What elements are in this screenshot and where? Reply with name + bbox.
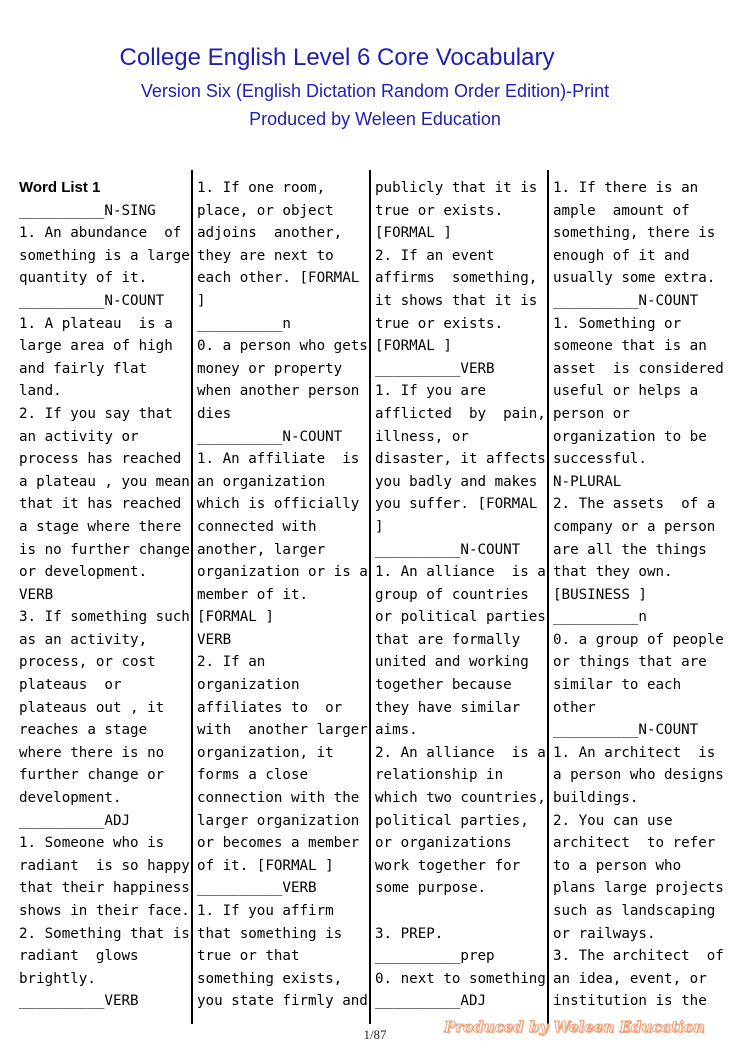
text-line: __________N-COUNT (375, 541, 521, 558)
text-line: asset is considered (553, 360, 724, 377)
text-line: __________ADJ (375, 993, 487, 1010)
text-line: 2. An alliance is a (375, 744, 546, 761)
text-line: you state firmly and (197, 993, 368, 1010)
text-line: organization (197, 677, 300, 694)
text-line: when another person (197, 383, 360, 400)
text-line: VERB (197, 631, 232, 648)
text-line: member of it. (197, 586, 309, 603)
text-line: 2. The assets of a (553, 496, 716, 513)
text-line: afflicted by pain, (375, 405, 546, 422)
text-line: some purpose. (375, 880, 487, 897)
text-line: a plateau , you mean (19, 473, 190, 490)
text-line: 1. If one room, (197, 180, 326, 196)
text-line: shows in their face. (19, 903, 190, 919)
text-line: place, or object (197, 202, 334, 219)
text-line: radiant glows (19, 948, 139, 965)
text-line: 1. An abundance of (19, 225, 182, 242)
text-line: an organization (197, 473, 326, 490)
text-line: institution is the (553, 993, 707, 1010)
text-line: 1. An affiliate is (197, 451, 360, 468)
text-line: similar to each (553, 677, 682, 694)
text-line: to a person who (553, 857, 682, 874)
text-line: an idea, event, or (553, 970, 707, 987)
text-line: that something is (197, 925, 343, 942)
text-line: someone that is an (553, 338, 707, 355)
text-line: adjoins another, (197, 225, 343, 242)
text-line: publicly that it is (375, 180, 538, 196)
document-title: College English Level 6 Core Vocabulary (119, 44, 555, 71)
text-line: company or a person (553, 518, 716, 535)
text-line: that it has reached (19, 496, 182, 513)
text-line: or railways. (553, 925, 656, 942)
text-line: a person who designs (553, 767, 724, 784)
text-line: each other. [FORMAL (197, 270, 360, 287)
text-line: 0. a person who gets (197, 338, 368, 355)
text-line: [FORMAL ] (375, 338, 452, 355)
text-line: 1. A plateau is a (19, 315, 173, 332)
text-line: ] (375, 518, 384, 535)
text-line: plans large projects (553, 880, 724, 897)
text-line: person or (553, 405, 630, 422)
text-line: 2. If you say that (19, 405, 173, 422)
text-line: disaster, it affects (375, 451, 546, 468)
text-line: or becomes a member (197, 835, 360, 852)
text-line: illness, or (375, 428, 469, 445)
text-line: other (553, 699, 596, 716)
text-line: __________VERB (197, 880, 317, 897)
vocab-column-4 (553, 177, 724, 1013)
text-line: affirms something, (375, 270, 538, 287)
document-subtitle: Version Six (English Dictation Random Order Edition)-Print (140, 81, 610, 101)
text-line: forms a close (197, 767, 309, 784)
text-line: development. (19, 790, 122, 807)
text-line: process has reached (19, 451, 182, 468)
text-line: [BUSINESS ] (553, 586, 647, 603)
text-line: another, larger (197, 541, 326, 558)
text-line: quantity of it. (19, 270, 148, 287)
text-line: relationship in (375, 767, 504, 784)
text-line: or development. (19, 564, 148, 581)
vocab-column-3 (375, 177, 546, 1013)
text-line: 1. If you affirm (197, 903, 334, 919)
text-line: group of countries (375, 586, 529, 603)
text-line: something exists, (197, 970, 343, 987)
text-line: VERB (19, 586, 54, 603)
text-line: ample amount of (553, 202, 690, 219)
text-line: where there is no (19, 744, 165, 761)
text-line (375, 900, 546, 923)
vocab-column-2 (197, 177, 368, 1013)
text-line: useful or helps a (553, 383, 699, 400)
text-line: large area of high (19, 338, 173, 355)
text-line: true or exists. (375, 315, 504, 332)
text-line: money or property (197, 360, 343, 377)
text-line: __________N-COUNT (553, 722, 699, 739)
text-line: 1. If there is an (553, 180, 699, 196)
text-line: 1. If you are (375, 383, 487, 400)
text-line: land. (19, 383, 62, 400)
text-line: as an activity, (19, 631, 148, 648)
text-line: __________VERB (375, 360, 495, 377)
text-line: 2. Something that is (19, 925, 190, 942)
text-line: 0. a group of people (553, 631, 724, 648)
text-line: or political parties (375, 609, 546, 626)
text-line: 1. Something or (553, 315, 682, 332)
text-line: [FORMAL ] (375, 225, 452, 242)
text-line: usually some extra. (553, 270, 716, 287)
text-line: __________N-COUNT (553, 292, 699, 309)
text-line: organization, it (197, 744, 334, 761)
text-line: reaches a stage (19, 722, 148, 739)
text-line: connected with (197, 518, 317, 535)
text-line: affiliates to or (197, 699, 343, 716)
text-line: something is a large (19, 247, 190, 264)
text-line: __________N-COUNT (197, 428, 343, 445)
text-line: they are next to (197, 247, 334, 264)
text-line: __________prep (375, 948, 495, 965)
text-line: that their happiness (19, 880, 190, 897)
text-line: you suffer. [FORMAL (375, 496, 538, 513)
column-divider (547, 170, 549, 1024)
text-line: which two countries, (375, 790, 546, 807)
text-line: which is officially (197, 496, 360, 513)
text-line: work together for (375, 857, 521, 874)
text-line: radiant is so happy (19, 857, 190, 874)
text-line: [FORMAL ] (197, 609, 274, 626)
text-line: organization or is a (197, 564, 368, 581)
text-line: united and working (375, 654, 529, 671)
text-line: __________n (553, 609, 647, 626)
text-line: they have similar (375, 699, 521, 716)
text-line: __________N-COUNT (19, 292, 165, 309)
text-line: together because (375, 677, 512, 694)
text-line: 2. You can use (553, 812, 673, 829)
text-line: true or exists. (375, 202, 504, 219)
page-number: 1/87 (363, 1027, 387, 1042)
text-line: 3. The architect of (553, 948, 724, 965)
text-line: true or that (197, 948, 300, 965)
text-line: plateaus out , it (19, 699, 165, 716)
text-line: with another larger (197, 722, 368, 739)
text-line: something, there is (553, 225, 716, 242)
text-line: ] (197, 292, 206, 309)
text-line: __________n (197, 315, 291, 332)
text-line: N-PLURAL (553, 473, 622, 490)
text-line: 3. PREP. (375, 925, 444, 942)
text-line: such as landscaping (553, 903, 716, 919)
text-line: of it. [FORMAL ] (197, 857, 334, 874)
text-line: are all the things (553, 541, 707, 558)
text-line: political parties, (375, 812, 529, 829)
text-line: 1. Someone who is (19, 835, 165, 852)
text-line: 0. next to something (375, 970, 546, 987)
text-line: process, or cost (19, 654, 156, 671)
text-line: dies (197, 405, 232, 422)
text-line: 2. If an event (375, 247, 495, 264)
text-line: plateaus or (19, 677, 122, 694)
text-line: __________VERB (19, 993, 139, 1010)
text-line: enough of it and (553, 247, 690, 264)
text-line: 1. An architect is (553, 744, 716, 761)
text-line: __________ADJ (19, 812, 131, 829)
text-line: or things that are (553, 654, 707, 671)
text-line: successful. (553, 451, 647, 468)
text-line: buildings. (553, 790, 639, 807)
text-line: __________N-SING (19, 202, 156, 219)
text-line: brightly. (19, 970, 96, 987)
column-divider (191, 170, 193, 1024)
text-line: further change or (19, 767, 165, 784)
text-line: is no further change (19, 541, 190, 558)
text-line: aims. (375, 722, 418, 739)
text-line: or organizations (375, 835, 512, 852)
text-line: organization to be (553, 428, 707, 445)
text-line: a stage where there (19, 518, 182, 535)
text-line: Word List 1 (19, 179, 101, 196)
text-line: architect to refer (553, 835, 716, 852)
text-line: and fairly flat (19, 360, 148, 377)
text-line: it shows that it is (375, 292, 538, 309)
text-line: you badly and makes (375, 473, 538, 490)
text-line: 1. An alliance is a (375, 564, 546, 581)
text-line: 2. If an (197, 654, 266, 671)
text-line: larger organization (197, 812, 360, 829)
text-line: connection with the (197, 790, 360, 807)
watermark: Produced by Weleen Education (444, 1018, 705, 1036)
column-divider (369, 170, 371, 1024)
vocab-column-1 (19, 177, 190, 1013)
text-line: 3. If something such (19, 609, 190, 626)
text-line: an activity or (19, 428, 139, 445)
text-line: that are formally (375, 631, 521, 648)
producer-line: Produced by Weleen Education (249, 109, 501, 129)
text-line: that they own. (553, 564, 673, 581)
